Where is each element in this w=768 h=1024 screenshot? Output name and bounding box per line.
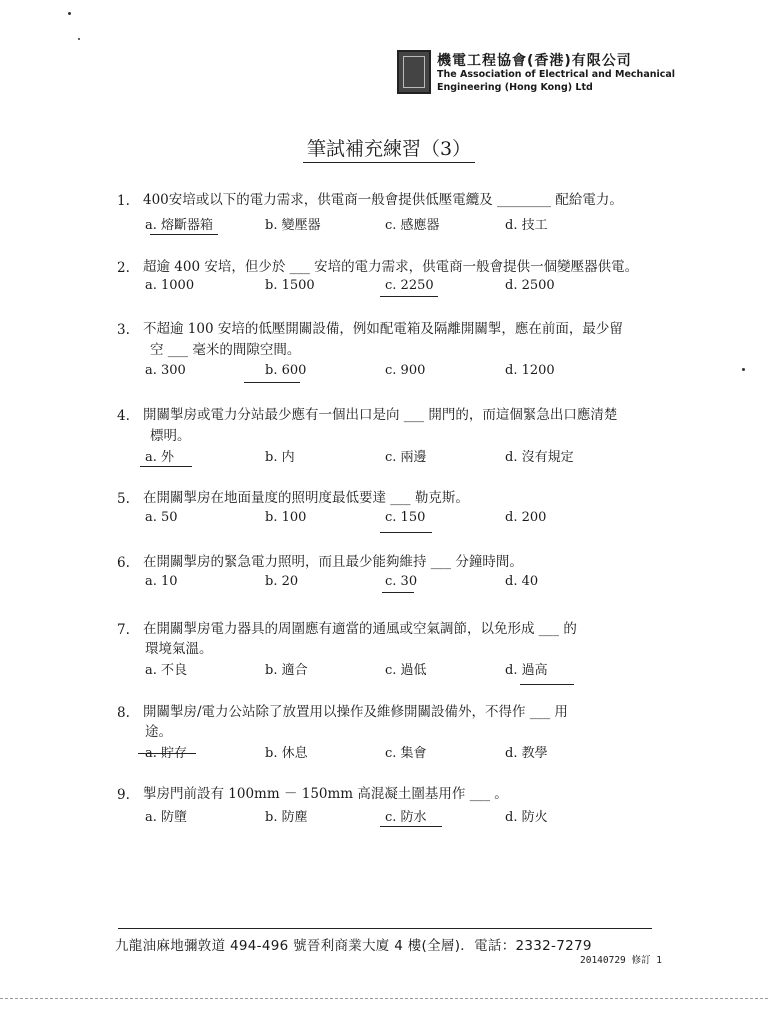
question-5-option-d: d. 200 — [505, 510, 547, 525]
question-5-option-b: b. 100 — [265, 510, 307, 525]
answer-mark-5 — [380, 532, 432, 533]
question-8-option-d: d. 教學 — [505, 746, 548, 761]
question-8-option-c: c. 集會 — [385, 746, 427, 761]
page-title-text: 筆試補充練習（3） — [303, 138, 475, 163]
question-8-option-a: a. 貯存 — [145, 746, 188, 761]
footer-address: 九龍油麻地彌敦道 494-496 號晉利商業大廈 4 樓(全層)．電話：2332-7279 — [115, 938, 592, 954]
association-logo — [397, 50, 431, 94]
question-4-text-line1: 開關掣房或電力分站最少應有一個出口是向 ___ 開門的，而這個緊急出口應清楚 — [143, 407, 618, 423]
question-6-option-a: a. 10 — [145, 574, 178, 589]
org-name-english-line1: The Association of Electrical and Mechanical — [437, 69, 676, 80]
question-9-number: 9. — [117, 787, 130, 803]
org-name-english-line2: Engineering (Hong Kong) Ltd — [437, 82, 593, 93]
page-title — [0, 134, 768, 161]
question-1-number: 1. — [117, 193, 130, 209]
question-6-option-c: c. 30 — [385, 574, 418, 589]
question-6-number: 6. — [117, 555, 130, 571]
answer-mark-6 — [382, 592, 414, 593]
question-7-number: 7. — [117, 622, 130, 638]
question-4-option-a: a. 外 — [145, 450, 175, 465]
question-7-text-line1: 在開關掣房電力器具的周圍應有適當的通風或空氣調節，以免形成 ___ 的 — [143, 621, 577, 637]
question-4-number: 4. — [117, 408, 130, 424]
question-1-option-d: d. 技工 — [505, 218, 548, 233]
scan-speck — [78, 38, 80, 40]
footer-divider — [118, 928, 652, 929]
question-5-option-c: c. 150 — [385, 510, 426, 525]
question-2-option-d: d. 2500 — [505, 278, 555, 293]
question-9-option-c: c. 防水 — [385, 810, 427, 825]
question-9-option-b: b. 防塵 — [265, 810, 308, 825]
question-9-option-d: d. 防火 — [505, 810, 548, 825]
answer-mark-1 — [150, 234, 218, 235]
org-name-chinese: 機電工程協會(香港)有限公司 — [437, 53, 632, 69]
answer-mark-4 — [140, 466, 192, 467]
question-5-text: 在開關掣房在地面量度的照明度最低要達 ___ 勒克斯。 — [143, 490, 469, 506]
answer-mark-9 — [380, 826, 442, 827]
question-9-option-a: a. 防墮 — [145, 810, 188, 825]
question-7-option-b: b. 適合 — [265, 663, 308, 678]
question-7-option-c: c. 過低 — [385, 663, 427, 678]
question-6-option-d: d. 40 — [505, 574, 539, 589]
question-4-option-c: c. 兩邊 — [385, 450, 427, 465]
question-1-option-c: c. 感應器 — [385, 218, 440, 233]
question-7-text-line2: 環境氣溫。 — [145, 641, 213, 657]
answer-mark-2 — [380, 296, 438, 297]
question-5-option-a: a. 50 — [145, 510, 178, 525]
question-4-text-line2: 標明。 — [150, 428, 191, 444]
question-8-text-line1: 開關掣房/電力公站除了放置用以操作及維修開關設備外，不得作 ___ 用 — [143, 704, 568, 720]
scan-edge-line — [0, 998, 768, 999]
answer-mark-3 — [244, 382, 300, 383]
question-5-number: 5. — [117, 491, 130, 507]
question-4-option-d: d. 沒有規定 — [505, 450, 574, 465]
question-3-option-d: d. 1200 — [505, 363, 555, 378]
answer-mark-7 — [520, 684, 574, 685]
question-1-text: 400安培或以下的電力需求，供電商一般會提供低壓電纜及 ________ 配給電力。 — [143, 192, 623, 208]
question-2-number: 2. — [117, 260, 130, 276]
question-2-text: 超逾 400 安培，但少於 ___ 安培的電力需求，供電商一般會提供一個變壓器供電。 — [143, 259, 639, 275]
question-7-option-d: d. 過高 — [505, 663, 548, 678]
question-9-text: 掣房門前設有 100mm － 150mm 高混凝土圍基用作 ___ 。 — [143, 786, 508, 802]
answer-mark-8 — [138, 753, 196, 754]
question-8-number: 8. — [117, 705, 130, 721]
question-1-option-a: a. 熔斷器箱 — [145, 218, 214, 233]
question-6-text: 在開關掣房的緊急電力照明，而且最少能夠維持 ___ 分鐘時間。 — [143, 554, 523, 570]
scan-speck — [742, 368, 745, 371]
question-2-option-c: c. 2250 — [385, 278, 434, 293]
question-8-option-b: b. 休息 — [265, 746, 308, 761]
scan-speck — [68, 12, 71, 15]
question-2-option-b: b. 1500 — [265, 278, 315, 293]
revision-note: 20140729 修訂 1 — [580, 955, 662, 966]
org-name-english — [437, 68, 675, 94]
question-7-option-a: a. 不良 — [145, 663, 188, 678]
question-2-option-a: a. 1000 — [145, 278, 195, 293]
question-1-option-b: b. 變壓器 — [265, 218, 321, 233]
question-6-option-b: b. 20 — [265, 574, 299, 589]
question-3-option-a: a. 300 — [145, 363, 186, 378]
question-3-option-b: b. 600 — [265, 363, 307, 378]
question-3-text-line1: 不超逾 100 安培的低壓開關設備，例如配電箱及隔離開關掣，應在前面，最少留 — [143, 321, 623, 337]
question-3-number: 3. — [117, 322, 130, 338]
question-3-text-line2: 空 ___ 毫米的間隙空間。 — [150, 342, 301, 358]
question-4-option-b: b. 内 — [265, 450, 295, 465]
question-8-text-line2: 途。 — [145, 724, 172, 740]
question-3-option-c: c. 900 — [385, 363, 426, 378]
